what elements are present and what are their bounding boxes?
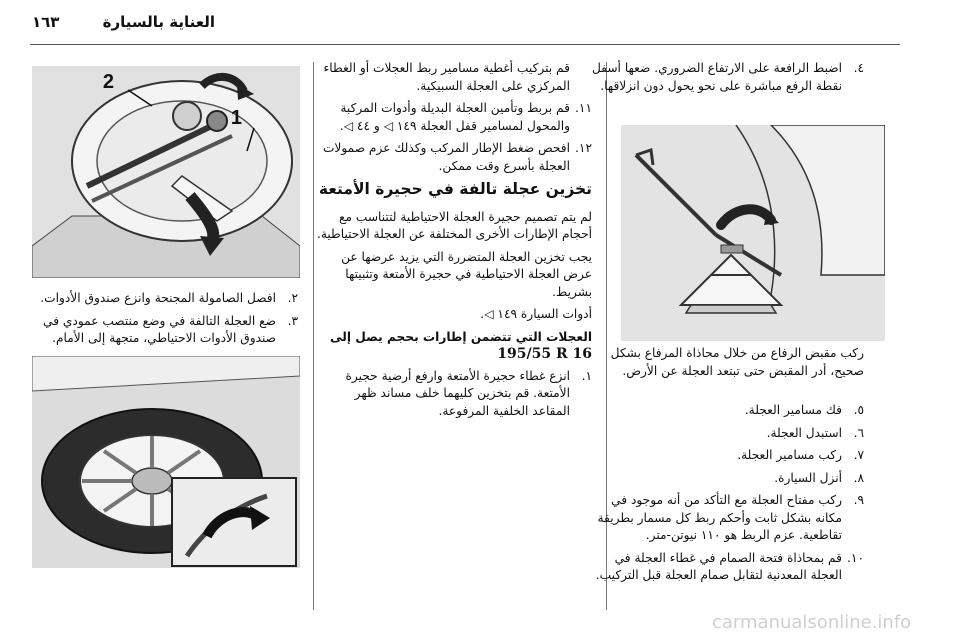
- page-header: [0, 0, 960, 46]
- step-item: [588, 550, 864, 585]
- middle-column: [314, 60, 592, 425]
- spare-wheel-drawing: [32, 356, 300, 568]
- step-number: ١٠.: [847, 550, 864, 565]
- jack-caption: [588, 345, 864, 380]
- step-item: [588, 425, 864, 443]
- step-number: ٨.: [853, 470, 864, 485]
- step-number: ١.: [581, 368, 592, 383]
- watermark: carmanualsonline.info: [712, 612, 912, 633]
- right-column: [588, 60, 864, 100]
- left-steps: [32, 290, 298, 348]
- step-text: اضبط الرافعة على الارتفاع الضروري. ضعها أسفل نقطة الرفع مباشرة على نحو يحول دون انزلاقها.: [591, 61, 842, 93]
- page-number: ١٦٣: [32, 13, 60, 31]
- step-text: أنزل السيارة.: [774, 470, 842, 485]
- jack-drawing: [621, 125, 885, 341]
- step-text: قم بمحاذاة فتحة الصمام في غطاء العجلة في العجلة المعدنية لتقابل صمام العجلة قبل التركيب.: [595, 550, 842, 582]
- step-number: ٩.: [853, 493, 864, 507]
- header-divider: [30, 44, 900, 45]
- section-heading: تخزين عجلة تالفة في حجيرة الأمتعة: [318, 180, 592, 198]
- tool-box-illustration: [32, 66, 300, 278]
- left-column: [32, 290, 298, 353]
- tire-size: 195/55 R 16: [497, 346, 592, 362]
- step-item: [314, 140, 592, 175]
- step-item: [588, 492, 864, 545]
- mid-steps-b: [314, 368, 592, 421]
- section-title: العناية بالسيارة: [102, 13, 215, 31]
- step-number: ٧.: [853, 448, 864, 462]
- step-number: [574, 60, 592, 95]
- step-number: ٤.: [853, 61, 864, 75]
- callout-1: 1: [230, 107, 242, 129]
- step-text: فك مسامير العجلة.: [744, 403, 842, 417]
- step-number: ٣.: [287, 313, 298, 328]
- step-item: [588, 447, 864, 465]
- right-steps-b-wrap: [588, 402, 864, 590]
- tire-condition-heading: العجلات التي تتضمن إطارات بحجم يصل إلى: [329, 329, 592, 344]
- mid-steps-a: [314, 60, 592, 175]
- step-item: [588, 60, 864, 95]
- step-number: ٥.: [853, 403, 864, 417]
- callout-2: 2: [102, 71, 114, 93]
- spare-wheel-illustration: [32, 356, 300, 568]
- step-text: افصل الصامولة المجنحة وانزع صندوق الأدوات.: [40, 291, 276, 305]
- step-item: [314, 368, 592, 421]
- right-steps-b: [588, 402, 864, 585]
- step-number: ١١.: [575, 101, 592, 115]
- step-number: ٦.: [853, 425, 864, 440]
- step-item: [314, 100, 592, 135]
- paragraph: لم يتم تصميم حجيرة العجلة الاحتياطية لتتناسب مع أحجام الإطارات الأخرى المختلفة عن العجلة الاحتياطية.: [316, 209, 592, 241]
- paragraph: أدوات السيارة ١٤٩ ◁.: [480, 307, 592, 321]
- step-text: قم بتركيب أغطية مسامير ربط العجلات أو الغطاء المركزي على العجلة السبيكية.: [323, 61, 570, 93]
- step-text: ركب مسامير العجلة.: [737, 448, 842, 462]
- mid-paragraphs: [314, 209, 592, 324]
- paragraph: يجب تخزين العجلة المتضررة التي يزيد عرضها عن عرض العجلة الاحتياطية في حجيرة الأمتعة وتثبيتها بشريط.: [341, 249, 592, 299]
- tool-box-drawing: [32, 66, 300, 278]
- step-item: [32, 290, 298, 308]
- step-text: افحص ضغط الإطار المركب وكذلك عزم صمولات العجلة بأسرع وقت ممكن.: [322, 141, 570, 173]
- step-text: ركب مفتاح العجلة مع التأكد من أنه موجود في مكانه بشكل ثابت وأحكم ربط كل مسمار بطريقة تقاطعية. عزم الربط هو ١١٠ نيوتن-متر.: [597, 493, 842, 542]
- jack-caption-text: ركب مقبض الرفاع من خلال محاذاة المرفاع بشكل صحيح، أدر المقبض حتى تبتعد العجلة عن الأرض.: [610, 346, 864, 378]
- step-number: ١٢.: [575, 141, 592, 155]
- step-item: [588, 402, 864, 420]
- step-number: ٢.: [287, 291, 298, 305]
- step-item: [314, 60, 592, 95]
- step-text: ضع العجلة التالفة في وضع منتصب عمودي في صندوق الأدوات الاحتياطي، متجهة إلى الأمام.: [43, 313, 276, 345]
- step-item: [32, 313, 298, 348]
- step-text: استبدل العجلة.: [766, 425, 842, 440]
- jack-illustration: [621, 125, 885, 341]
- step-item: [588, 470, 864, 488]
- step-text: قم بربط وتأمين العجلة البديلة وأدوات المركبة والمحول لمسامير قفل العجلة ١٤٩ ◁ و ٤٤ ◁.: [339, 101, 570, 133]
- right-steps-a: [588, 60, 864, 95]
- step-text: انزع غطاء حجيرة الأمتعة وارفع أرضية حجيرة الأمتعة. قم بتخزين كليهما خلف مساند ظهر المقاعد الخلفية المرفوعة.: [345, 368, 570, 418]
